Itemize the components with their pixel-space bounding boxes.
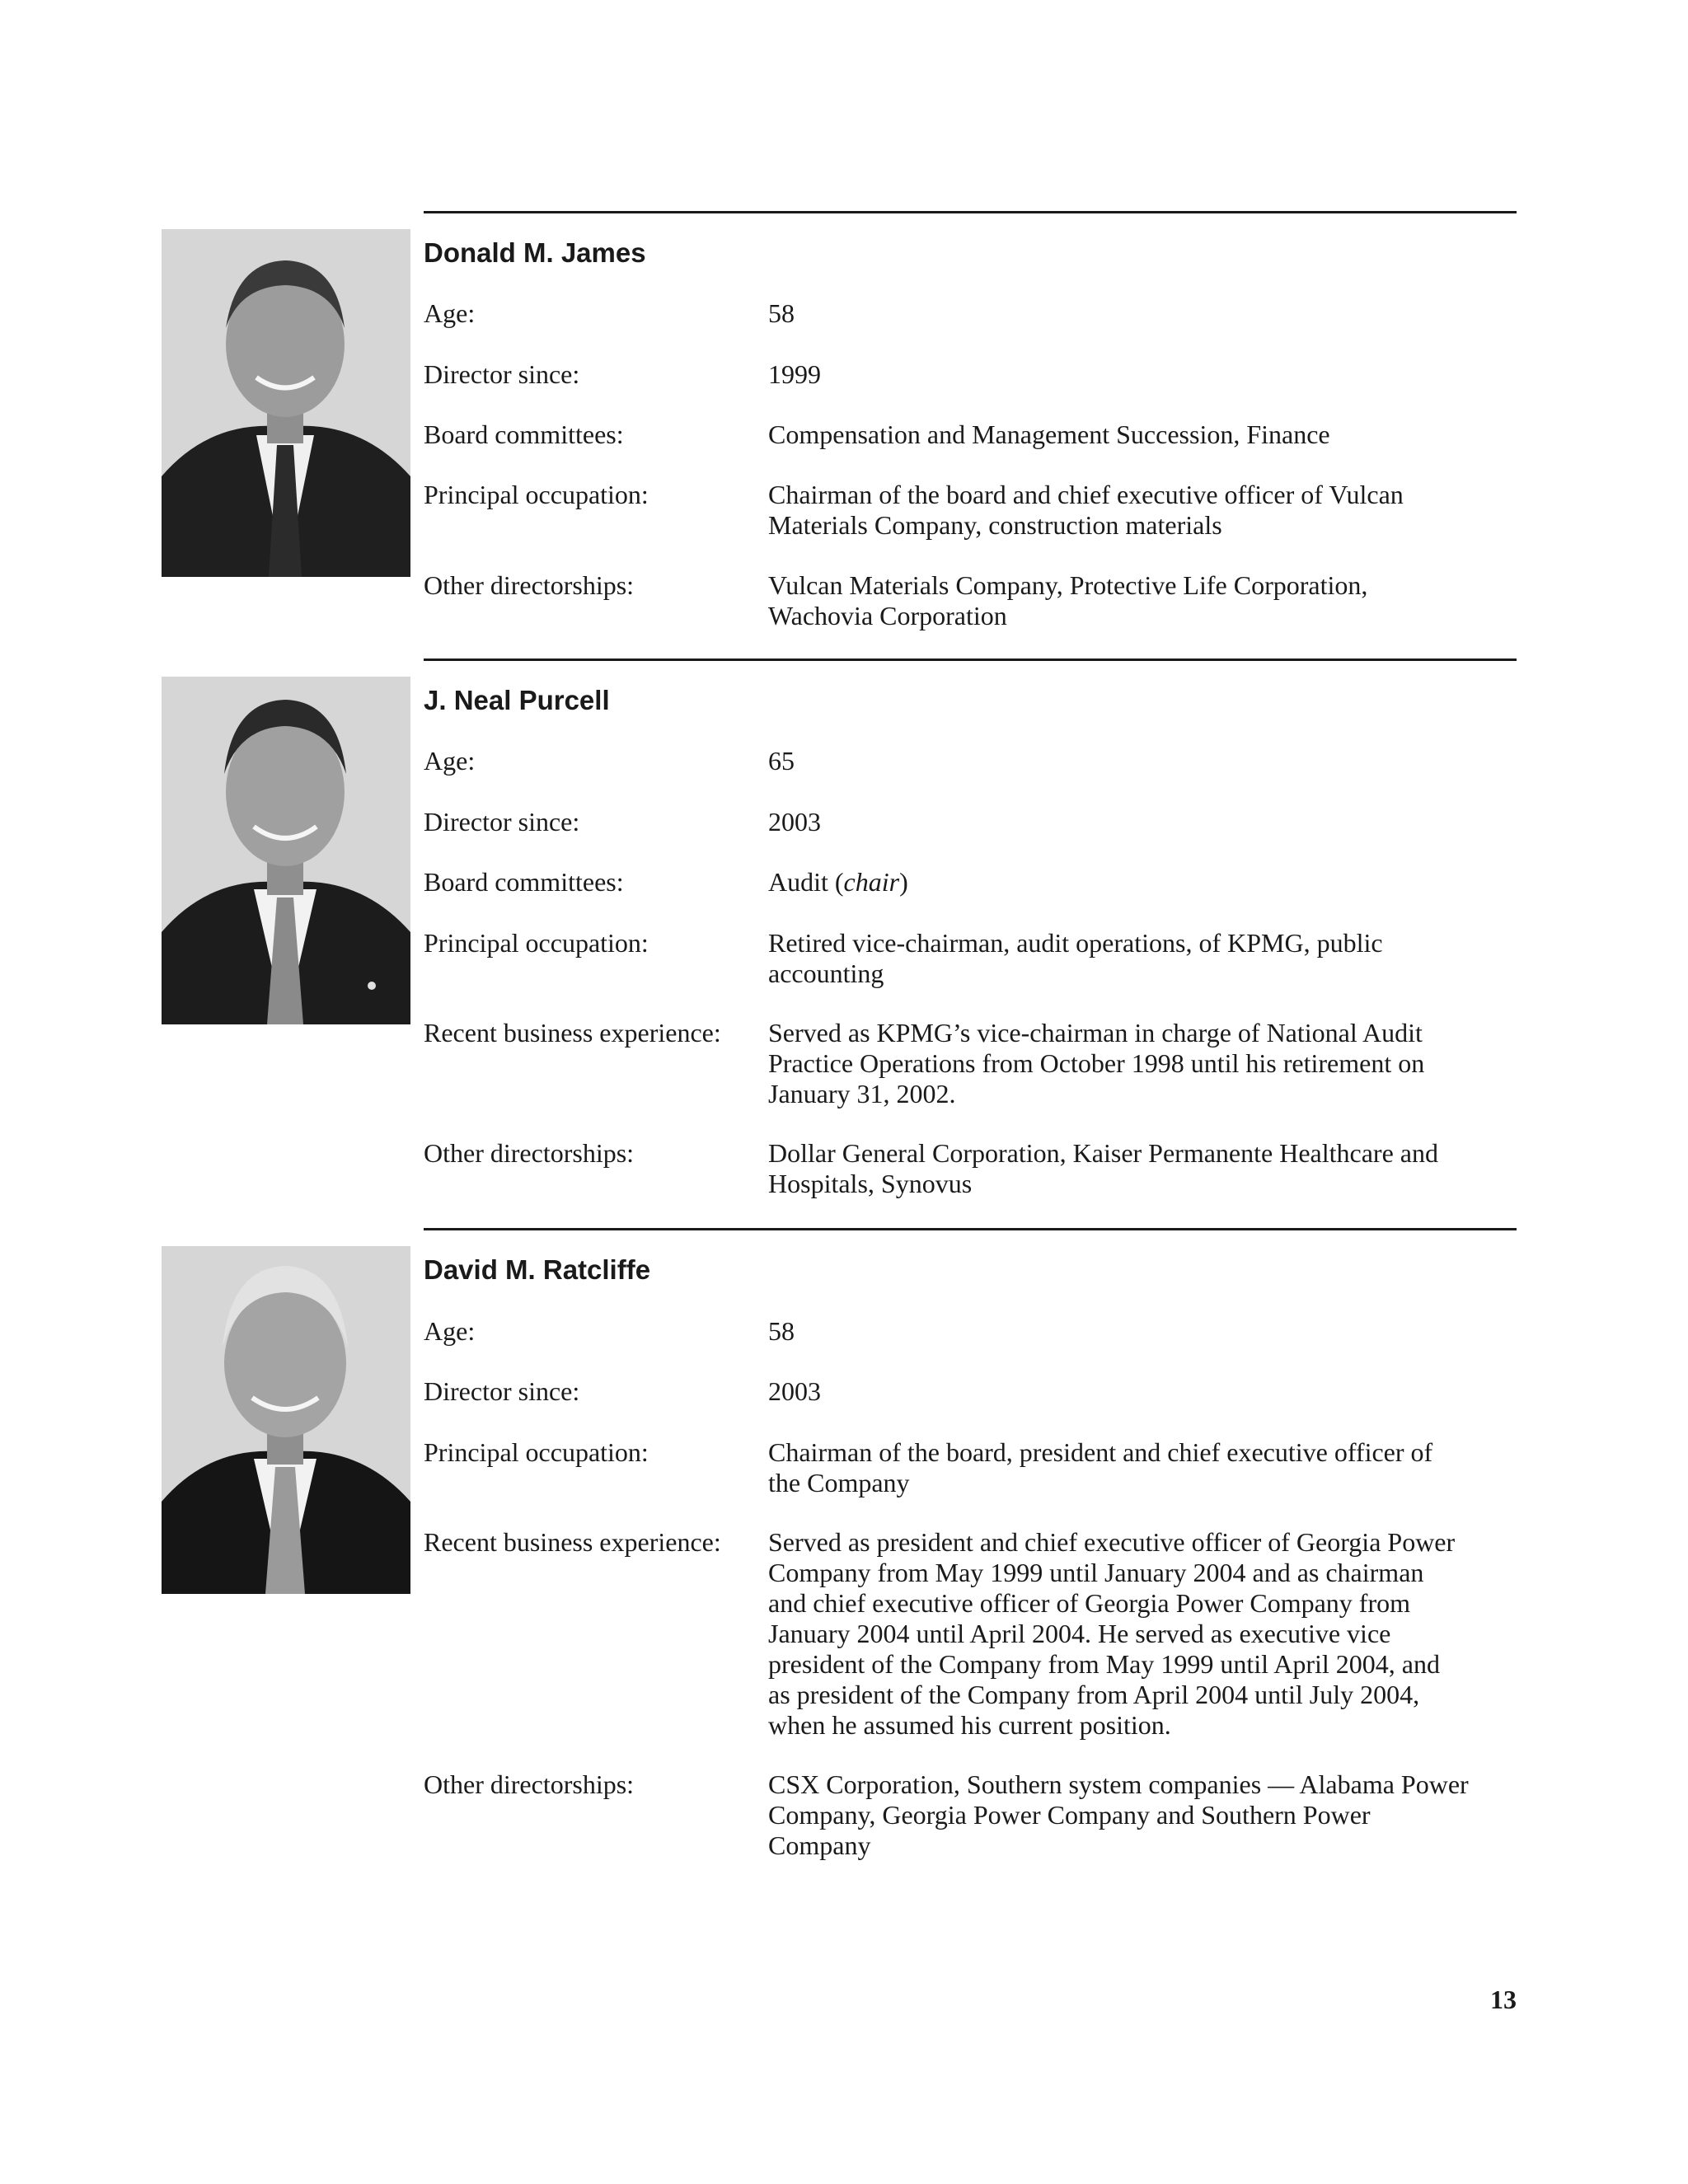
field-value (768, 298, 1520, 329)
value-line: Hospitals, Synovus (768, 1169, 973, 1198)
page-number: 13 (1490, 1985, 1517, 2014)
field-value (768, 1437, 1520, 1498)
field-label: Principal occupation: (424, 928, 649, 958)
value-line: 2003 (768, 1376, 821, 1406)
value-line: January 2004 until April 2004. He served as executive vice (768, 1619, 1391, 1648)
director-name: Donald M. James (424, 237, 646, 268)
field-label: Director since: (424, 359, 580, 389)
field-value (768, 419, 1520, 450)
field-label: Age: (424, 298, 476, 328)
director-photo (162, 1246, 410, 1594)
field-label: Board committees: (424, 867, 624, 897)
value-line: Company, Georgia Power Company and Southern Power (768, 1800, 1371, 1830)
value-line: and chief executive officer of Georgia Power Company from (768, 1588, 1410, 1618)
field-label: Director since: (424, 1376, 580, 1406)
field-value (768, 359, 1520, 390)
field-label: Age: (424, 746, 476, 776)
field-value (768, 928, 1520, 989)
value-line: accounting (768, 958, 884, 988)
field-value (768, 1376, 1520, 1407)
value-line: Compensation and Management Succession, Finance (768, 419, 1330, 449)
value-line: as president of the Company from April 2004 until July 2004, (768, 1680, 1420, 1709)
field-value (768, 1316, 1520, 1347)
value-line: 1999 (768, 359, 821, 389)
field-value (768, 867, 1520, 898)
value-line: the Company (768, 1468, 910, 1497)
value-line: 58 (768, 1316, 795, 1346)
value-line: Audit (chair) (768, 867, 908, 897)
field-value (768, 807, 1520, 837)
value-line: Wachovia Corporation (768, 601, 1007, 630)
value-line: Served as president and chief executive officer of Georgia Power (768, 1527, 1456, 1557)
value-line: Vulcan Materials Company, Protective Life Corporation, (768, 570, 1368, 600)
director-photo (162, 229, 410, 577)
field-label: Director since: (424, 807, 580, 837)
field-label: Other directorships: (424, 570, 635, 600)
field-label: Recent business experience: (424, 1527, 721, 1557)
director-name: David M. Ratcliffe (424, 1254, 651, 1285)
field-label: Recent business experience: (424, 1018, 721, 1047)
section-divider (424, 1228, 1517, 1230)
value-line: when he assumed his current position. (768, 1710, 1171, 1740)
value-line: Dollar General Corporation, Kaiser Permanente Healthcare and (768, 1138, 1438, 1168)
field-label: Age: (424, 1316, 476, 1346)
field-value (768, 1769, 1520, 1861)
director-name: J. Neal Purcell (424, 685, 610, 715)
value-line: Company (768, 1830, 871, 1860)
value-line: 58 (768, 298, 795, 328)
field-label: Principal occupation: (424, 480, 649, 509)
value-line: Practice Operations from October 1998 until his retirement on (768, 1048, 1425, 1078)
value-line: Retired vice-chairman, audit operations, of KPMG, public (768, 928, 1383, 958)
section-divider (424, 658, 1517, 661)
value-line: 65 (768, 746, 795, 776)
field-label: Other directorships: (424, 1769, 635, 1799)
value-line: CSX Corporation, Southern system companies — Alabama Power (768, 1769, 1469, 1799)
value-line: Served as KPMG’s vice-chairman in charge of National Audit (768, 1018, 1423, 1047)
portrait-photo (162, 229, 410, 577)
value-line: January 31, 2002. (768, 1079, 956, 1108)
value-line: 2003 (768, 807, 821, 837)
director-photo (162, 677, 410, 1024)
field-label: Board committees: (424, 419, 624, 449)
field-label: Other directorships: (424, 1138, 635, 1168)
value-line: Chairman of the board and chief executive officer of Vulcan (768, 480, 1404, 509)
value-line: president of the Company from May 1999 until April 2004, and (768, 1649, 1440, 1679)
field-value (768, 480, 1520, 541)
value-line: Company from May 1999 until January 2004 and as chairman (768, 1558, 1424, 1587)
field-value (768, 1018, 1520, 1109)
portrait-photo (162, 677, 410, 1024)
value-line: Chairman of the board, president and chief executive officer of (768, 1437, 1433, 1467)
field-value (768, 1138, 1520, 1199)
field-value (768, 1527, 1520, 1741)
portrait-photo (162, 1246, 410, 1594)
field-value (768, 746, 1520, 776)
value-line: Materials Company, construction materials (768, 510, 1222, 540)
field-value (768, 570, 1520, 631)
section-divider (424, 211, 1517, 213)
field-label: Principal occupation: (424, 1437, 649, 1467)
